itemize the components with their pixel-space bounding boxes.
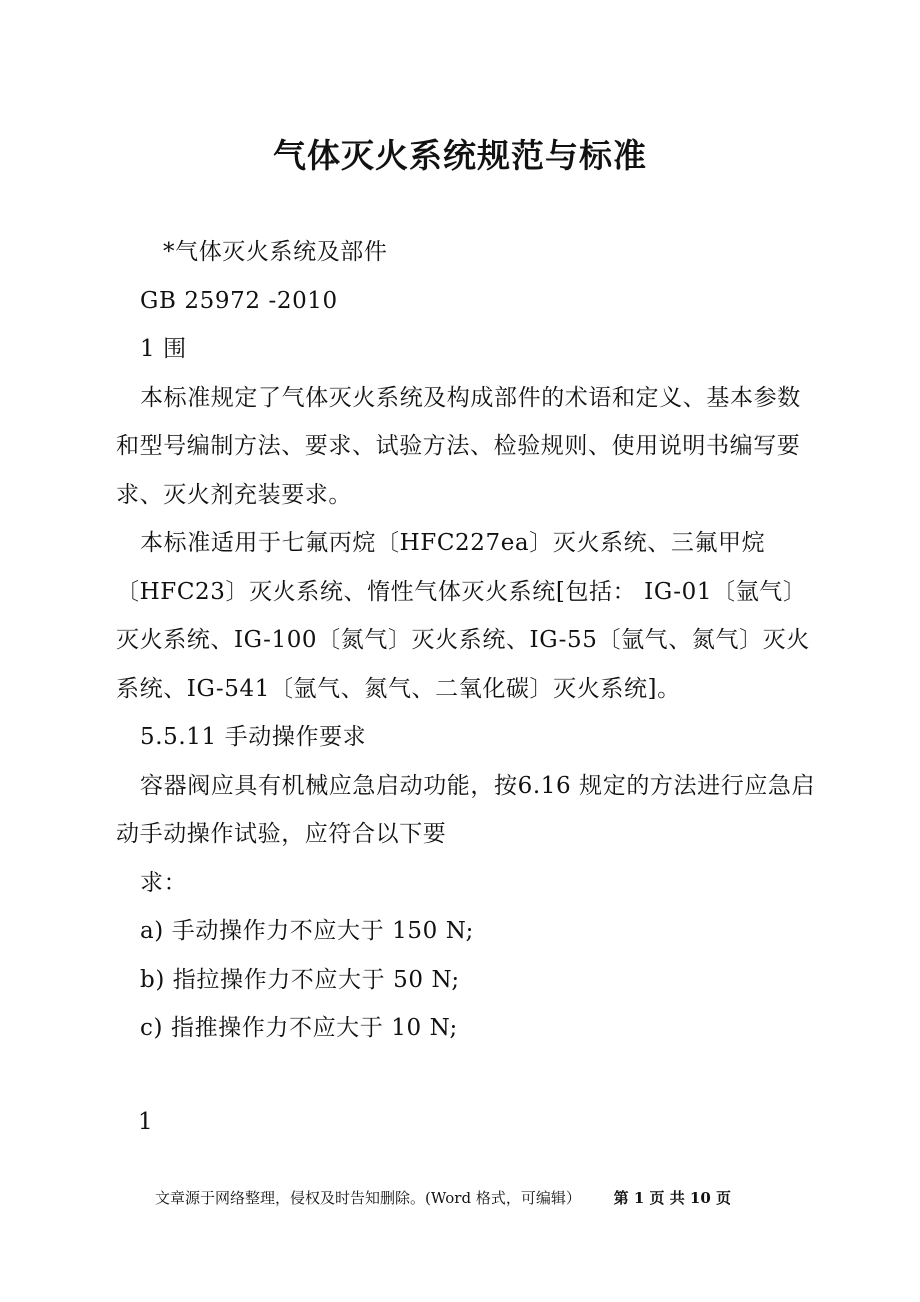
paragraph-applicability: 本标准适用于七氟丙烷〔HFC227ea〕灭火系统、三氟甲烷〔HFC23〕灭火系统、惰性气体灭火系统[包括： IG-01〔氩气〕灭火系统、IG-100〔氮气〕灭火系统、IG-55〔氩气、氮气〕灭火系统、IG-541〔氩气、氮气、二氧化碳〕灭火系统]。 bbox=[116, 530, 810, 702]
document-body bbox=[116, 228, 816, 1053]
list-item: a) 手动操作力不应大于 150 N; bbox=[140, 918, 474, 944]
page-footer bbox=[155, 1186, 731, 1210]
list-item: c) 指推操作力不应大于 10 N; bbox=[140, 1015, 458, 1041]
page-number: 1 bbox=[138, 1109, 153, 1135]
paragraph-scope: 本标准规定了气体灭火系统及构成部件的术语和定义、基本参数和型号编制方法、要求、试验方法、检验规则、使用说明书编写要求、灭火剂充装要求。 bbox=[116, 384, 801, 508]
paragraph-requirement: 容器阀应具有机械应急启动功能，按6.16 规定的方法进行应急启动手动操作试验，应符合以下要 bbox=[116, 772, 816, 847]
footer-source-note: 文章源于网络整理，侵权及时告知删除。(Word 格式，可编辑） bbox=[155, 1189, 581, 1207]
list-item: b) 指拉操作力不应大于 50 N; bbox=[140, 966, 460, 993]
section-heading: *气体灭火系统及部件 bbox=[163, 239, 388, 265]
standard-code: GB 25972 -2010 bbox=[140, 287, 338, 314]
paragraph-requirement-end: 求： bbox=[140, 869, 188, 896]
clause-heading-manual-operation: 5.5.11 手动操作要求 bbox=[140, 724, 367, 750]
document-title: 气体灭火系统规范与标准 bbox=[273, 136, 647, 175]
clause-heading: 1 围 bbox=[140, 336, 187, 362]
footer-page-info: 第 1 页 共 10 页 bbox=[613, 1189, 732, 1207]
